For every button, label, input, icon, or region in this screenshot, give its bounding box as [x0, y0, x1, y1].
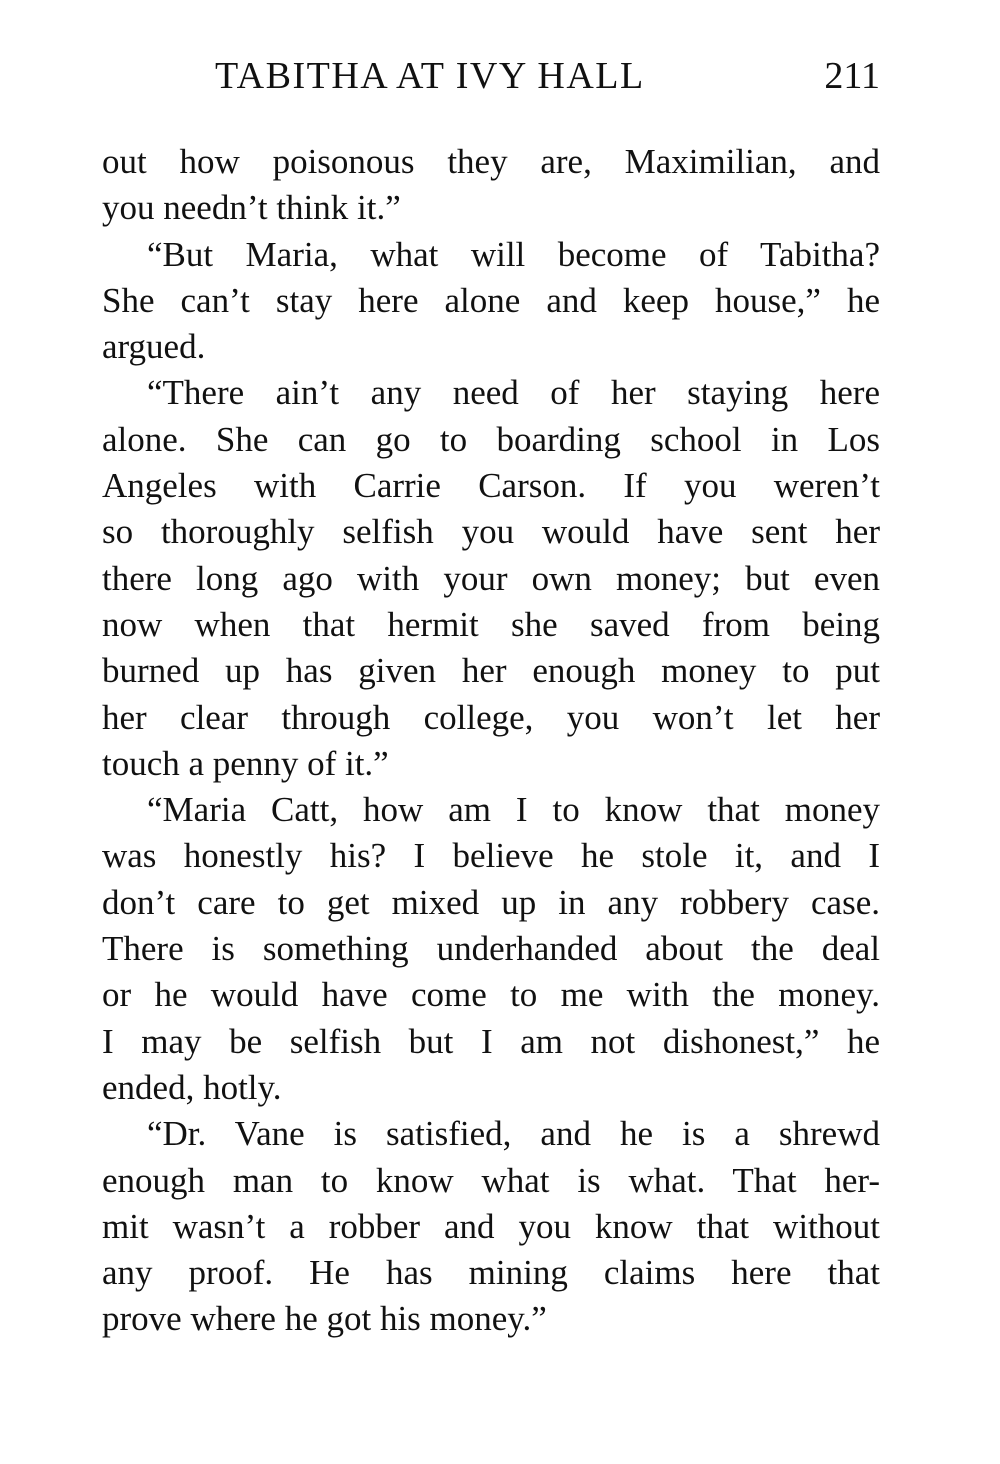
text-line: her clear through college, you won’t let her [102, 697, 880, 737]
page-number: 211 [824, 55, 880, 97]
text-line: now when that hermit she saved from being [102, 604, 880, 644]
text-line: argued. [102, 327, 206, 367]
text-line: there long ago with your own money; but even [102, 558, 880, 598]
text-line: so thoroughly selfish you would have sent her [102, 512, 880, 552]
text-line: She can’t stay here alone and keep house,” he [102, 280, 880, 320]
text-line: don’t care to get mixed up in any robbery case. [102, 882, 880, 922]
text-line: “There ain’t any need of her staying here [147, 373, 880, 413]
text-line: Angeles with Carrie Carson. If you weren’t [102, 466, 880, 506]
running-head [215, 50, 880, 102]
text-line: mit wasn’t a robber and you know that without [102, 1206, 880, 1246]
text-line: “But Maria, what will become of Tabitha? [147, 234, 880, 274]
running-title: TABITHA AT IVY HALL [215, 55, 645, 97]
text-line: There is something underhanded about the deal [102, 929, 880, 969]
body-text [102, 139, 880, 1343]
text-line: or he would have come to me with the money. [102, 975, 880, 1015]
text-line: ended, hotly. [102, 1067, 282, 1107]
text-line: was honestly his? I believe he stole it, and I [102, 836, 880, 876]
text-line: burned up has given her enough money to put [102, 651, 880, 691]
text-line: prove where he got his money.” [102, 1299, 547, 1339]
text-line: enough man to know what is what. That her- [102, 1160, 880, 1200]
text-line: any proof. He has mining claims here that [102, 1253, 880, 1293]
text-line: you needn’t think it.” [102, 188, 401, 228]
text-line: “Maria Catt, how am I to know that money [147, 790, 880, 830]
text-line: touch a penny of it.” [102, 743, 389, 783]
text-line: I may be selfish but I am not dishonest,” he [102, 1021, 880, 1061]
text-line: out how poisonous they are, Maximilian, and [102, 142, 880, 181]
text-line: “Dr. Vane is satisfied, and he is a shrewd [147, 1114, 880, 1154]
text-line: alone. She can go to boarding school in Los [102, 419, 880, 459]
